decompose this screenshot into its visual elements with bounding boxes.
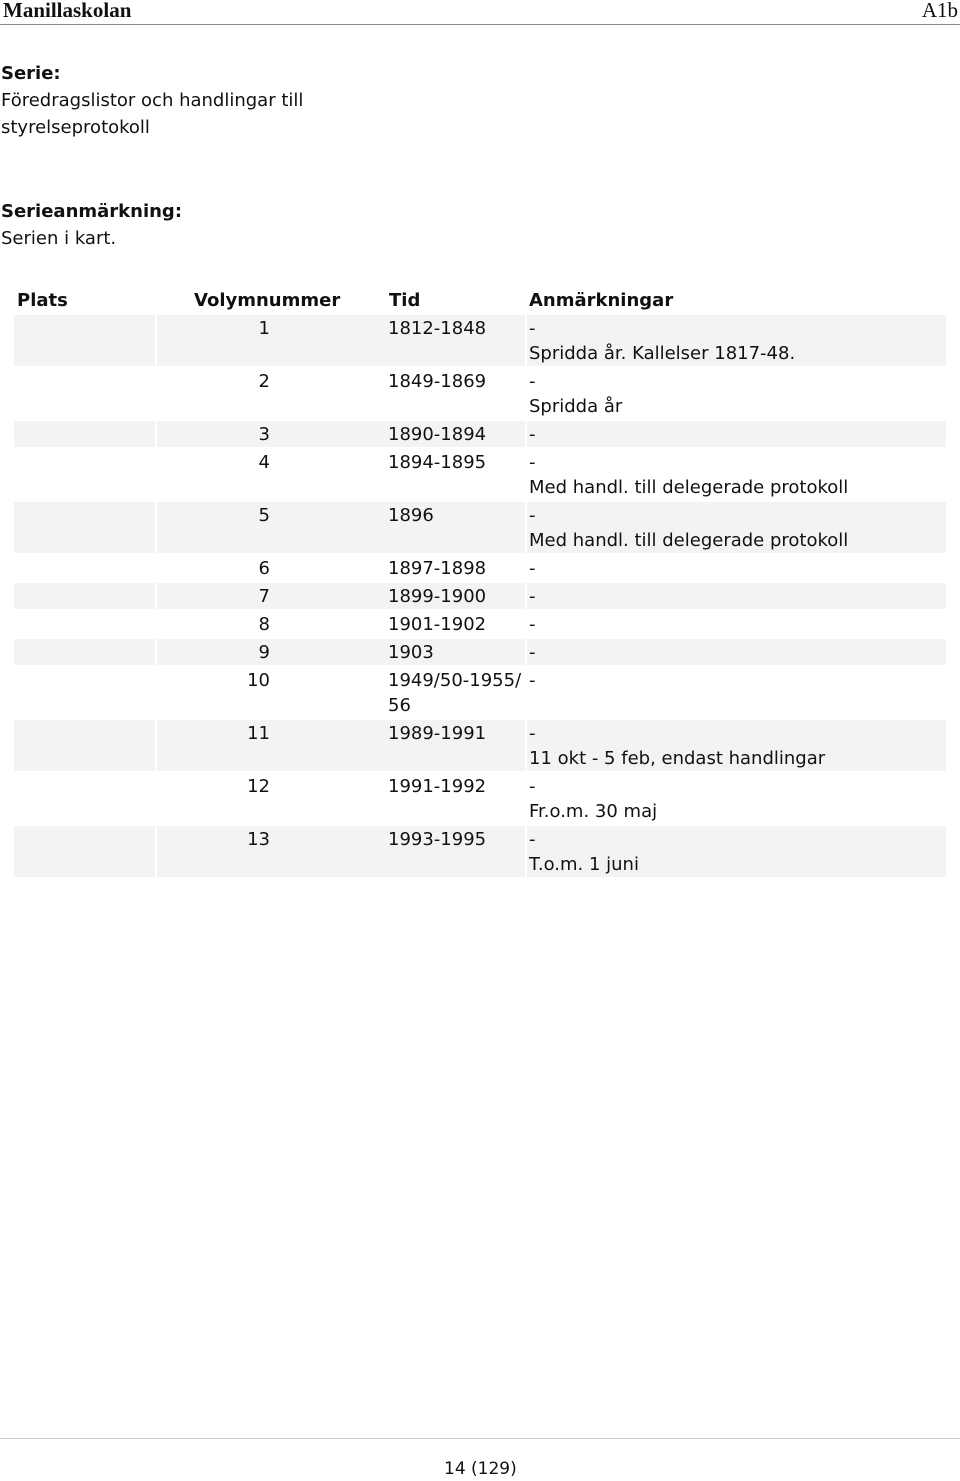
table-row bbox=[14, 825, 946, 878]
cell-anmarkningar bbox=[526, 666, 946, 719]
serieanmarkning-label: Serieanmärkning: bbox=[1, 201, 183, 222]
cell-plats bbox=[14, 638, 156, 666]
col-header-tid: Tid bbox=[389, 290, 421, 311]
cell-tid: 1949/50-1955/56 bbox=[386, 666, 526, 719]
archive-code: A1b bbox=[921, 0, 958, 22]
cell-anmarkningar bbox=[526, 554, 946, 582]
anmarkning-dash: - bbox=[529, 614, 536, 635]
cell-anmarkningar bbox=[526, 315, 946, 367]
table-row bbox=[14, 315, 946, 367]
anmarkning-text: Fr.o.m. 30 maj bbox=[529, 801, 658, 822]
cell-tid: 1894-1895 bbox=[386, 448, 526, 501]
cell-anmarkningar bbox=[526, 501, 946, 554]
table-row bbox=[14, 420, 946, 448]
table-row bbox=[14, 367, 946, 420]
anmarkning-text: Med handl. till delegerade protokoll bbox=[529, 477, 849, 498]
cell-plats bbox=[14, 554, 156, 582]
cell-volymnummer: 4 bbox=[156, 448, 386, 501]
cell-volymnummer: 13 bbox=[156, 825, 386, 878]
anmarkning-dash: - bbox=[529, 723, 536, 744]
cell-plats bbox=[14, 825, 156, 878]
cell-volymnummer: 12 bbox=[156, 772, 386, 825]
col-header-plats: Plats bbox=[17, 290, 68, 311]
serieanmarkning-section bbox=[1, 198, 182, 252]
anmarkning-text: Med handl. till delegerade protokoll bbox=[529, 530, 849, 551]
cell-tid: 1890-1894 bbox=[386, 420, 526, 448]
cell-plats bbox=[14, 367, 156, 420]
cell-plats bbox=[14, 448, 156, 501]
cell-tid: 1849-1869 bbox=[386, 367, 526, 420]
anmarkning-dash: - bbox=[529, 586, 536, 607]
cell-volymnummer: 9 bbox=[156, 638, 386, 666]
table-row bbox=[14, 501, 946, 554]
cell-tid: 1993-1995 bbox=[386, 825, 526, 878]
col-header-anmarkningar: Anmärkningar bbox=[529, 290, 674, 311]
table-row bbox=[14, 554, 946, 582]
cell-plats bbox=[14, 666, 156, 719]
table-row bbox=[14, 666, 946, 719]
cell-anmarkningar bbox=[526, 610, 946, 638]
cell-plats bbox=[14, 772, 156, 825]
cell-anmarkningar bbox=[526, 582, 946, 610]
volume-table bbox=[14, 287, 946, 879]
cell-plats bbox=[14, 610, 156, 638]
cell-volymnummer: 1 bbox=[156, 315, 386, 367]
cell-anmarkningar bbox=[526, 638, 946, 666]
table-header-row bbox=[14, 287, 946, 315]
table-row bbox=[14, 719, 946, 772]
table-row bbox=[14, 638, 946, 666]
cell-volymnummer: 5 bbox=[156, 501, 386, 554]
cell-plats bbox=[14, 420, 156, 448]
anmarkning-dash: - bbox=[529, 829, 536, 850]
anmarkning-dash: - bbox=[529, 776, 536, 797]
anmarkning-dash: - bbox=[529, 424, 536, 445]
cell-volymnummer: 10 bbox=[156, 666, 386, 719]
cell-anmarkningar bbox=[526, 420, 946, 448]
cell-tid: 1896 bbox=[386, 501, 526, 554]
serie-label: Serie: bbox=[1, 63, 61, 84]
cell-plats bbox=[14, 719, 156, 772]
cell-volymnummer: 6 bbox=[156, 554, 386, 582]
cell-tid: 1901-1902 bbox=[386, 610, 526, 638]
cell-tid: 1989-1991 bbox=[386, 719, 526, 772]
cell-tid: 1899-1900 bbox=[386, 582, 526, 610]
page-footer bbox=[0, 1438, 960, 1481]
cell-tid: 1903 bbox=[386, 638, 526, 666]
cell-volymnummer: 11 bbox=[156, 719, 386, 772]
cell-anmarkningar bbox=[526, 448, 946, 501]
table-row bbox=[14, 610, 946, 638]
table-row bbox=[14, 772, 946, 825]
page-header bbox=[0, 0, 960, 25]
table-row bbox=[14, 582, 946, 610]
anmarkning-dash: - bbox=[529, 670, 536, 691]
table-row bbox=[14, 448, 946, 501]
cell-volymnummer: 2 bbox=[156, 367, 386, 420]
cell-volymnummer: 8 bbox=[156, 610, 386, 638]
cell-volymnummer: 7 bbox=[156, 582, 386, 610]
cell-plats bbox=[14, 501, 156, 554]
anmarkning-dash: - bbox=[529, 505, 536, 526]
cell-tid: 1897-1898 bbox=[386, 554, 526, 582]
col-header-volymnummer: Volymnummer bbox=[194, 290, 341, 311]
anmarkning-text: Spridda år bbox=[529, 396, 623, 417]
anmarkning-dash: - bbox=[529, 452, 536, 473]
cell-plats bbox=[14, 582, 156, 610]
cell-anmarkningar bbox=[526, 772, 946, 825]
cell-anmarkningar bbox=[526, 367, 946, 420]
serie-section bbox=[1, 60, 341, 141]
serie-text: Föredragslistor och handlingar till styrelseprotokoll bbox=[1, 90, 304, 138]
anmarkning-text: Spridda år. Kallelser 1817-48. bbox=[529, 343, 796, 364]
cell-volymnummer: 3 bbox=[156, 420, 386, 448]
serieanmarkning-text: Serien i kart. bbox=[1, 228, 117, 249]
cell-tid: 1991-1992 bbox=[386, 772, 526, 825]
anmarkning-text: 11 okt - 5 feb, endast handlingar bbox=[529, 748, 826, 769]
archive-name: Manillaskolan bbox=[3, 0, 132, 22]
anmarkning-text: T.o.m. 1 juni bbox=[529, 854, 639, 875]
anmarkning-dash: - bbox=[529, 642, 536, 663]
cell-anmarkningar bbox=[526, 719, 946, 772]
page-number: 14 (129) bbox=[444, 1459, 517, 1479]
anmarkning-dash: - bbox=[529, 558, 536, 579]
cell-tid: 1812-1848 bbox=[386, 315, 526, 367]
anmarkning-dash: - bbox=[529, 318, 536, 339]
cell-plats bbox=[14, 315, 156, 367]
cell-anmarkningar bbox=[526, 825, 946, 878]
anmarkning-dash: - bbox=[529, 371, 536, 392]
